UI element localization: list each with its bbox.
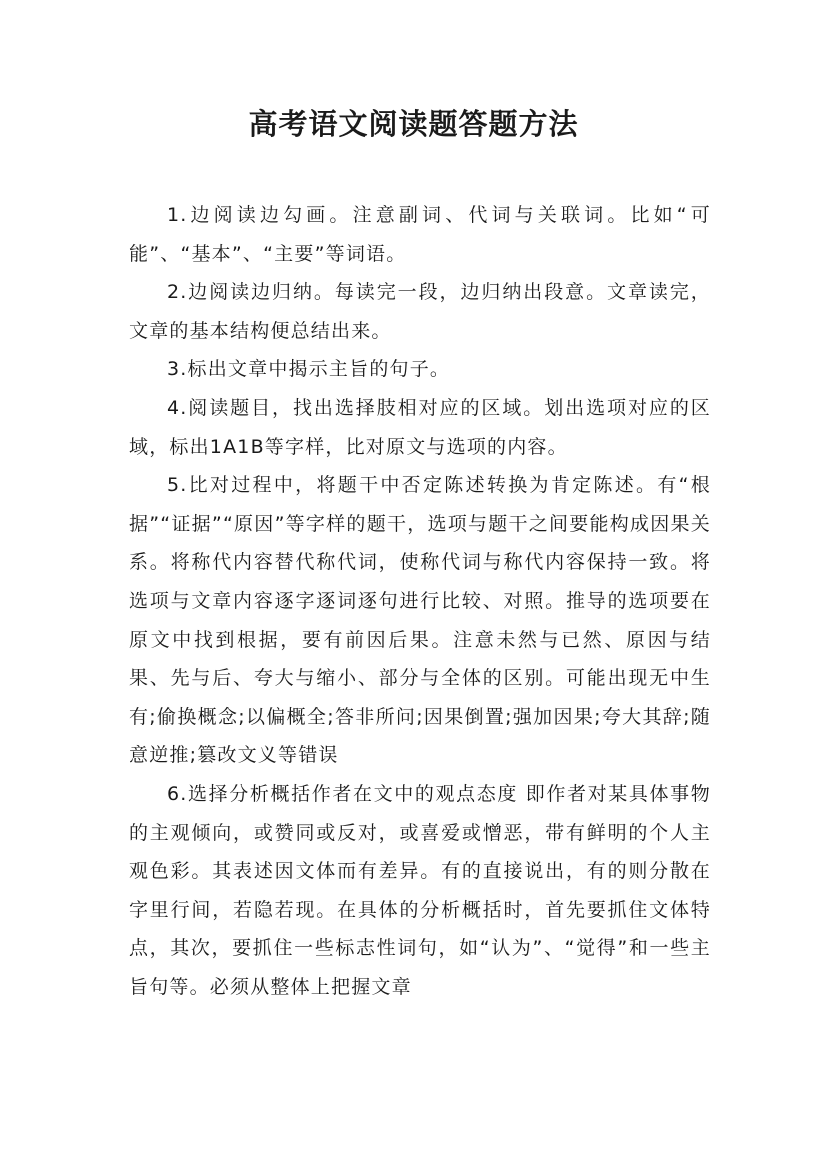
- document-title: 高考语文阅读题答题方法: [248, 107, 579, 141]
- paragraph-6: 6.选择分析概括作者在文中的观点态度 即作者对某具体事物的主观倾向，或赞同或反对，或喜爱或憎恶，带有鲜明的个人主观色彩。其表述因文体而有差异。有的直接说出，有的则分散在字里行间，若隐若现。在具体的分析概括时，首先要抓住文体特点，其次，要抓住一些标志性词句，如“认为”、“觉得”和一些主旨句等。必须从整体上把握文章: [129, 782, 711, 998]
- paragraph-1: 1.边阅读边勾画。注意副词、代词与关联词。比如“可能”、“基本”、“主要”等词语。: [129, 204, 711, 265]
- paragraph-5: 5.比对过程中，将题干中否定陈述转换为肯定陈述。有“根据”“证据”“原因”等字样的题干，选项与题干之间要能构成因果关系。将称代内容替代称代词，使称代词与称代内容保持一致。将选项与文章内容逐字逐词逐句进行比较、对照。推导的选项要在原文中找到根据，要有前因后果。注意未然与已然、原因与结果、先与后、夸大与缩小、部分与全体的区别。可能出现无中生有;偷换概念;以偏概全;答非所问;因果倒置;强加因果;夸大其辞;随意逆推;篡改文义等错误: [129, 474, 711, 767]
- paragraph-4: 4.阅读题目，找出选择肢相对应的区域。划出选项对应的区域，标出1A1B等字样，比对原文与选项的内容。: [129, 396, 711, 458]
- paragraph-2: 2.边阅读边归纳。每读完一段，边归纳出段意。文章读完，文章的基本结构便总结出来。: [129, 281, 711, 342]
- document-body: [129, 196, 711, 1006]
- paragraph-3: 3.标出文章中揭示主旨的句子。: [167, 358, 451, 381]
